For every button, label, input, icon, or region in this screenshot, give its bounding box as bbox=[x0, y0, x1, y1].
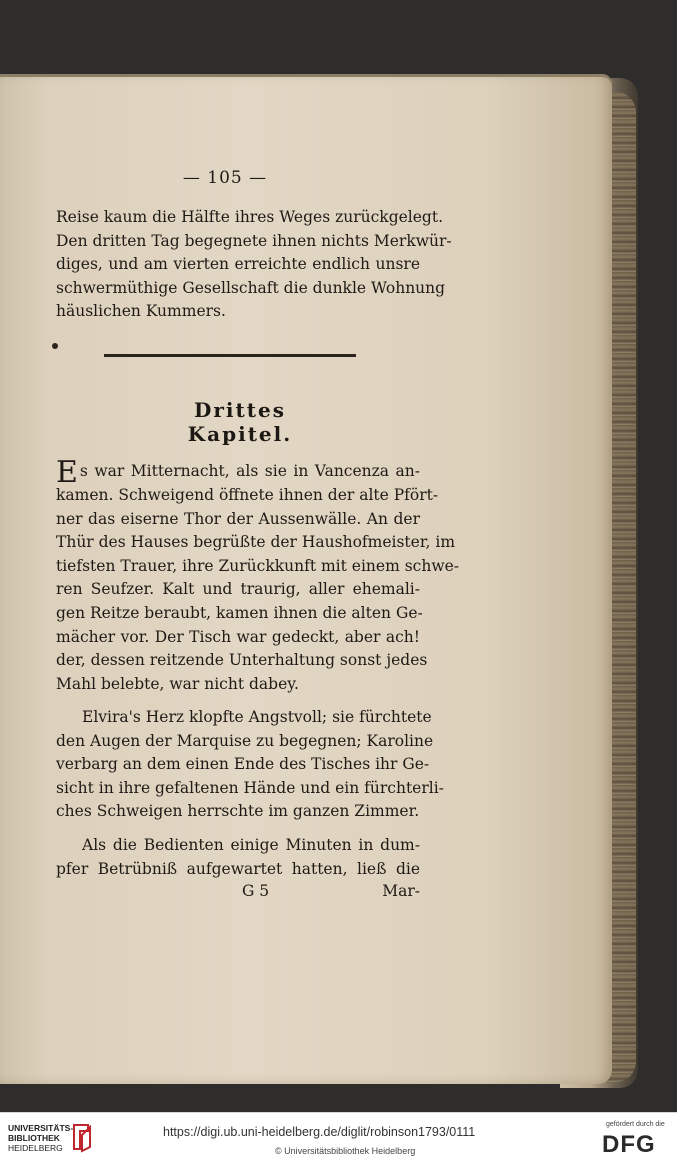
library-name-line: UNIVERSITÄTS- bbox=[8, 1123, 74, 1133]
text-line: tiefsten Trauer, ihre Zurückkunft mit einem schwe- bbox=[56, 556, 459, 575]
catchword: Mar- bbox=[382, 882, 420, 900]
chapter-title: Drittes Kapitel. bbox=[187, 398, 293, 446]
text-line: verbarg an dem einen Ende des Tisches ihr Ge- bbox=[56, 755, 430, 774]
text-line: kamen. Schweigend öffnete ihnen der alte Pfört- bbox=[56, 486, 439, 504]
text-line: ren Seufzer. Kalt und traurig, aller ehemali- bbox=[56, 580, 420, 599]
text-line: Elvira's Herz klopfte Angstvoll; sie fürchtete bbox=[82, 708, 432, 726]
library-name-line: BIBLIOTHEK bbox=[8, 1133, 60, 1143]
permalink-url[interactable]: https://digi.ub.uni-heidelberg.de/diglit/robinson1793/0111 bbox=[163, 1125, 476, 1139]
viewer-footer bbox=[0, 1112, 677, 1163]
text-line bbox=[56, 455, 420, 490]
text-line: Mahl belebte, war nicht dabey. bbox=[56, 674, 299, 693]
chapter-divider bbox=[104, 354, 356, 357]
text-line: Thür des Hauses begrüßte der Haushofmeister, im bbox=[56, 533, 456, 552]
library-name-line: HEIDELBERG bbox=[8, 1143, 63, 1153]
text-line: gen Reitze beraubt, kamen ihnen die alten Ge- bbox=[56, 603, 423, 622]
text-line: schwermüthige Gesellschaft die dunkle Wohnung bbox=[56, 278, 446, 297]
text-line: ner das eiserne Thor der Aussenwälle. An der bbox=[56, 509, 420, 528]
dfg-logo: DFG bbox=[602, 1131, 656, 1158]
text-line-content: s war Mitternacht, als sie in Vancenza an- bbox=[79, 462, 420, 480]
paragraph-3 bbox=[56, 834, 420, 881]
funded-by-label: gefördert durch die bbox=[606, 1121, 665, 1128]
text-line: pfer Betrübniß aufgewartet hatten, ließ die bbox=[56, 859, 420, 878]
text-line: diges, und am vierten erreichte endlich unsre bbox=[56, 255, 420, 274]
signature-mark: G 5 bbox=[242, 882, 270, 900]
drop-cap: E bbox=[56, 455, 78, 490]
ink-spot bbox=[52, 343, 58, 349]
text-line: der, dessen reitzende Unterhaltung sonst jedes bbox=[56, 651, 428, 670]
text-line: Den dritten Tag begegnete ihnen nichts Merkwür- bbox=[56, 231, 452, 250]
paragraph-1 bbox=[56, 455, 459, 696]
continued-paragraph bbox=[56, 206, 452, 324]
copyright-notice: © Universitätsbibliothek Heidelberg bbox=[275, 1146, 416, 1156]
text-line: den Augen der Marquise zu begegnen; Karoline bbox=[56, 731, 434, 750]
text-line: sicht in ihre gefaltenen Hände und ein fürchterli- bbox=[56, 778, 444, 797]
text-line: häuslichen Kummers. bbox=[56, 302, 226, 321]
page-number: — 105 — bbox=[182, 168, 268, 188]
text-line: mächer vor. Der Tisch war gedeckt, aber ach! bbox=[56, 627, 420, 646]
text-line: Reise kaum die Hälfte ihres Weges zurückgelegt. bbox=[56, 208, 443, 226]
library-logo-icon bbox=[70, 1121, 94, 1153]
text-line: ches Schweigen herrschte im ganzen Zimmer. bbox=[56, 802, 420, 821]
library-logo-text bbox=[8, 1123, 73, 1153]
text-line: Als die Bedienten einige Minuten in dum- bbox=[82, 836, 420, 854]
paragraph-2 bbox=[56, 706, 444, 824]
